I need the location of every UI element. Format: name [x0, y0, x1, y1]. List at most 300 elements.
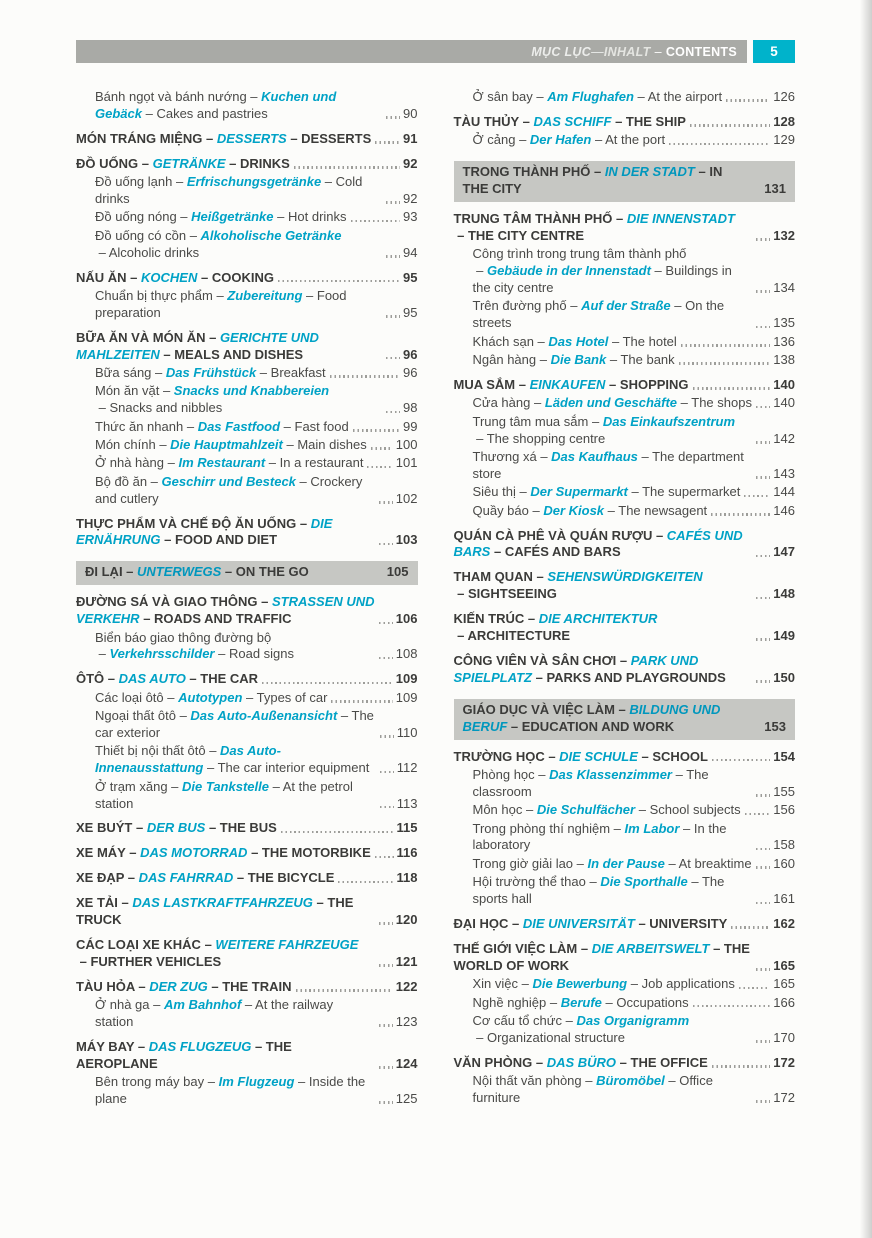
- entry-vietnamese: Trên đường phố: [472, 298, 567, 314]
- dash-separator: –: [515, 376, 530, 392]
- toc-heading: [76, 845, 418, 862]
- entry-text: [76, 870, 334, 887]
- dash-separator: –: [104, 671, 119, 687]
- dash-separator: –: [453, 586, 468, 602]
- entry-text: [454, 211, 753, 245]
- toc-subentry: [76, 708, 418, 742]
- dash-separator: –: [268, 778, 283, 794]
- dotted-leader: [367, 466, 392, 469]
- page-number: 125: [395, 1091, 418, 1107]
- page-number: 115: [396, 820, 418, 836]
- entry-german: Erfrischungsgetränke: [186, 174, 322, 190]
- dash-separator: –: [616, 652, 631, 668]
- entry-english: THE WORLD OF WORK: [453, 940, 750, 973]
- entry-text: [76, 979, 292, 996]
- toc-subentry: [454, 132, 796, 149]
- dash-separator: –: [533, 333, 549, 349]
- dash-separator: –: [286, 130, 302, 146]
- dash-separator: –: [172, 174, 187, 190]
- entry-english: The bank: [620, 352, 675, 368]
- entry-vietnamese: Món ăn vặt: [95, 383, 160, 399]
- entry-english: THE CITY CENTRE: [467, 227, 585, 243]
- entry-vietnamese: MUA SẮM: [453, 376, 516, 392]
- entry-text: [76, 131, 371, 148]
- entry-english: THE BUS: [219, 820, 277, 836]
- entry-german: Der Kiosk: [543, 502, 605, 518]
- toc-heading: [76, 1039, 418, 1073]
- dash-separator: –: [677, 395, 692, 411]
- dotted-leader: [313, 575, 384, 578]
- dash-separator: –: [627, 484, 643, 500]
- entry-vietnamese: THẾ GIỚI VIỆC LÀM: [453, 940, 578, 956]
- dotted-leader: [712, 759, 770, 762]
- dash-separator: –: [616, 1054, 631, 1070]
- entry-vietnamese: Công trình trong trung tâm thành phố: [472, 246, 687, 262]
- entry-text: [95, 455, 363, 472]
- page-number: 126: [773, 89, 795, 104]
- entry-german: GERICHTE UND MAHLZEITEN: [76, 329, 319, 362]
- toc-subentry: [76, 174, 418, 208]
- entry-english: Road signs: [228, 646, 295, 662]
- dash-separator: –: [608, 333, 623, 349]
- entry-german: DAS AUTO: [118, 671, 186, 687]
- entry-german: Die Schulfächer: [536, 802, 636, 818]
- entry-vietnamese: Ở nhà hàng: [95, 455, 164, 471]
- dash-separator: –: [490, 544, 505, 560]
- dotted-leader: [756, 866, 771, 869]
- page-number: 108: [395, 646, 418, 662]
- toc-subentry: [454, 395, 796, 412]
- dotted-leader: [278, 280, 400, 283]
- dotted-leader: [711, 513, 770, 516]
- entry-vietnamese: Bữa sáng: [95, 364, 152, 380]
- entry-text: [76, 1039, 375, 1073]
- entry-text: [95, 437, 367, 454]
- entry-english: FOOD AND DIET: [174, 532, 278, 548]
- entry-text: [85, 564, 309, 581]
- page-number: 110: [396, 725, 418, 740]
- dotted-leader: [745, 813, 771, 816]
- toc-heading: [454, 114, 796, 131]
- entry-english: Types of car: [256, 689, 328, 705]
- entry-vietnamese: Các loại ôtô: [95, 689, 164, 705]
- entry-vietnamese: Trung tâm mua sắm: [472, 413, 589, 429]
- toc-section-header: [454, 161, 796, 202]
- entry-english: Breakfast: [270, 364, 326, 380]
- dash-separator: –: [515, 132, 530, 148]
- dotted-leader: [756, 638, 770, 641]
- toc-heading: [454, 1055, 796, 1072]
- entry-text: [76, 671, 258, 688]
- page-number: 144: [773, 484, 795, 500]
- toc-subentry: [454, 89, 796, 106]
- entry-vietnamese: Ở cảng: [472, 132, 516, 148]
- entry-english: Main dishes: [297, 437, 367, 453]
- dash-separator: –: [149, 997, 164, 1013]
- entry-vietnamese: Thương xá: [472, 449, 537, 465]
- entry-german: Das Einkaufszentrum: [602, 413, 736, 429]
- dash-separator: –: [225, 155, 241, 171]
- toc-subentry: [454, 1013, 796, 1047]
- page-number: 101: [395, 455, 418, 471]
- page-number: 96: [403, 346, 418, 362]
- page-number: 120: [395, 912, 418, 928]
- entry-english: The department store: [472, 449, 744, 481]
- entry-english: THE AEROPLANE: [76, 1038, 292, 1071]
- entry-german: DIE UNIVERSITÄT: [522, 916, 635, 932]
- dash-separator: –: [534, 766, 550, 782]
- dash-separator: –: [273, 209, 288, 225]
- toc-heading: [454, 653, 796, 687]
- toc-heading: [76, 156, 418, 173]
- dotted-leader: [386, 315, 400, 318]
- entry-vietnamese: XE ĐẠP: [76, 870, 125, 886]
- entry-text: [473, 821, 753, 855]
- toc-heading: [76, 979, 418, 996]
- page-number: 90: [403, 105, 418, 121]
- entry-english: THE CAR: [200, 671, 259, 687]
- entry-english: Organizational structure: [486, 1029, 625, 1045]
- entry-english: The classroom: [472, 766, 709, 799]
- dash-separator: –: [302, 287, 317, 303]
- dotted-leader: [756, 406, 770, 409]
- page-number: 154: [773, 748, 795, 764]
- dash-separator: –: [687, 874, 702, 890]
- dotted-leader: [380, 735, 394, 738]
- toc-heading: [454, 569, 796, 603]
- page-number: 92: [403, 190, 418, 206]
- dash-separator: –: [163, 455, 179, 471]
- entry-english: UNIVERSITY: [649, 916, 728, 932]
- page-number: 165: [773, 976, 795, 992]
- toc-section-header: [454, 699, 796, 740]
- dash-separator: –: [280, 418, 295, 434]
- toc-subentry: [454, 298, 796, 332]
- dotted-leader: [756, 1040, 770, 1043]
- entry-vietnamese: Nghề nghiệp: [472, 994, 547, 1010]
- dotted-leader: [681, 344, 771, 347]
- dash-separator: –: [522, 802, 537, 818]
- entry-german: STRASSEN UND VERKEHR: [76, 594, 375, 627]
- toc-column-right: [454, 89, 796, 1109]
- page-number: 128: [773, 113, 795, 129]
- entry-german: Auf der Straße: [581, 298, 671, 314]
- entry-vietnamese: Ngoại thất ôtô: [95, 708, 176, 724]
- entry-english: ARCHITECTURE: [467, 628, 571, 644]
- dash-separator: –: [186, 227, 201, 243]
- dash-separator: –: [637, 748, 653, 764]
- entry-text: [76, 937, 375, 971]
- entry-vietnamese: Quầy báo: [472, 502, 529, 518]
- entry-german: GETRÄNKE: [152, 155, 226, 171]
- entry-vietnamese: Ngân hàng: [472, 352, 537, 368]
- entry-vietnamese: Ở trạm xăng: [95, 778, 168, 794]
- page-number: 148: [773, 586, 795, 602]
- page-number: 143: [773, 465, 795, 481]
- page-number: 98: [403, 400, 418, 416]
- entry-german: PARK UND SPIELPLATZ: [453, 652, 699, 685]
- entry-english: The supermarket: [642, 484, 741, 500]
- dash-separator: –: [611, 113, 626, 129]
- entry-german: Der Hafen: [529, 132, 592, 148]
- dash-separator: –: [573, 855, 588, 871]
- toc-heading: [454, 528, 796, 562]
- entry-text: [95, 997, 375, 1031]
- header-title-vietnamese: MỤC LỤC: [531, 44, 592, 59]
- entry-english: Occupations: [616, 994, 689, 1010]
- page-number: 102: [395, 490, 418, 506]
- dotted-leader: [353, 429, 400, 432]
- entry-english: Snacks and nibbles: [109, 400, 223, 416]
- entry-text: [454, 377, 689, 394]
- dash-separator: –: [95, 400, 110, 416]
- entry-vietnamese: GIÁO DỤC VÀ VIỆC LÀM: [462, 701, 615, 717]
- entry-english: The sports hall: [472, 874, 725, 907]
- dash-separator: –: [515, 484, 531, 500]
- dash-separator: –: [205, 329, 220, 345]
- dotted-leader: [386, 116, 400, 119]
- entry-english: Cakes and pastries: [156, 105, 268, 121]
- entry-german: DER ZUG: [149, 978, 208, 994]
- dash-separator: –: [159, 346, 175, 362]
- entry-english: THE TRUCK: [76, 895, 354, 928]
- dash-separator: –: [544, 748, 560, 764]
- page-number: 112: [396, 760, 418, 776]
- dotted-leader: [731, 926, 770, 929]
- entry-vietnamese: Xin việc: [472, 976, 519, 992]
- dotted-leader: [756, 680, 770, 683]
- toc-subentry: [76, 690, 418, 707]
- dotted-leader: [693, 387, 771, 390]
- dash-separator: –: [614, 701, 630, 717]
- entry-german: Geschirr und Besteck: [161, 473, 296, 489]
- entry-german: DIE SCHULE: [559, 748, 638, 764]
- entry-text: [95, 228, 382, 262]
- toc-subentry: [454, 802, 796, 819]
- dotted-leader: [747, 729, 761, 732]
- dotted-leader: [375, 141, 400, 144]
- entry-english: PARKS AND PLAYGROUNDS: [546, 669, 726, 685]
- dotted-leader: [351, 220, 401, 223]
- dotted-leader: [379, 501, 393, 504]
- dash-separator: –: [139, 611, 155, 627]
- dotted-leader: [386, 255, 400, 258]
- entry-text: [473, 767, 753, 801]
- entry-english: DESSERTS: [301, 130, 372, 146]
- page-number: 100: [395, 437, 418, 453]
- dash-separator: –: [141, 105, 157, 121]
- toc-subentry: [76, 365, 418, 382]
- entry-german: Läden und Geschäfte: [544, 395, 678, 411]
- dash-separator: –: [296, 515, 311, 531]
- entry-vietnamese: ĐƯỜNG SÁ VÀ GIAO THÔNG: [76, 594, 258, 610]
- entry-english: SCHOOL: [652, 748, 708, 764]
- toc-columns: [76, 89, 795, 1109]
- dash-separator: –: [134, 1038, 149, 1054]
- entry-text: [76, 516, 375, 550]
- entry-vietnamese: XE TẢI: [76, 895, 118, 911]
- dash-separator: –: [670, 298, 686, 314]
- entry-german: Der Supermarkt: [530, 484, 628, 500]
- entry-english: THE SHIP: [625, 113, 686, 129]
- entry-text: [473, 352, 675, 369]
- dotted-leader: [379, 1024, 393, 1027]
- dotted-leader: [756, 597, 770, 600]
- entry-german: Büromöbel: [596, 1073, 665, 1089]
- toc-subentry: [454, 414, 796, 448]
- dotted-leader: [756, 476, 770, 479]
- dash-separator: –: [528, 502, 544, 518]
- page-number: 160: [773, 855, 795, 871]
- dash-separator: –: [605, 376, 620, 392]
- entry-german: DIE INNENSTADT: [626, 210, 735, 226]
- dash-separator: –: [606, 352, 621, 368]
- entry-text: [473, 976, 735, 993]
- dash-separator: –: [134, 978, 150, 994]
- entry-english: ON THE GO: [235, 564, 309, 580]
- dash-separator: –: [205, 743, 221, 759]
- entry-vietnamese: BỮA ĂN VÀ MÓN ĂN: [76, 329, 206, 345]
- entry-text: [473, 503, 708, 520]
- page-number: 158: [773, 837, 795, 853]
- page-header: [76, 40, 795, 63]
- dash-separator: –: [221, 564, 236, 580]
- entry-vietnamese: Bánh ngọt và bánh nướng: [95, 89, 247, 104]
- dash-separator: –: [532, 1054, 547, 1070]
- toc-subentry: [76, 89, 418, 123]
- dash-separator: –: [95, 244, 109, 260]
- entry-german: DAS FLUGZEUG: [148, 1038, 252, 1054]
- entry-english: IN THE CITY: [462, 164, 723, 197]
- dash-separator: –: [247, 845, 262, 861]
- entry-german: Heißgetränke: [191, 209, 274, 225]
- dash-separator: –: [585, 874, 601, 890]
- entry-german: In der Pause: [587, 855, 665, 871]
- dash-separator: –: [246, 89, 262, 104]
- toc-heading: [454, 377, 796, 394]
- entry-german: Gebäude in der Innenstadt: [486, 263, 651, 279]
- page-number: 150: [773, 669, 795, 685]
- entry-german: Die Sporthalle: [600, 874, 688, 890]
- entry-english: Crockery and cutlery: [95, 473, 363, 506]
- toc-subentry: [454, 246, 796, 297]
- toc-heading: [76, 671, 418, 688]
- entry-german: Zubereitung: [227, 287, 303, 303]
- entry-vietnamese: Biển báo giao thông đường bộ: [95, 629, 272, 645]
- entry-text: [95, 1074, 375, 1108]
- dash-separator: –: [601, 994, 617, 1010]
- page-number: 105: [386, 564, 409, 580]
- entry-text: [76, 594, 375, 628]
- entry-vietnamese: Bộ đồ ăn: [95, 473, 148, 489]
- page-number: 95: [403, 304, 418, 320]
- page-number: 122: [395, 978, 418, 994]
- entry-german: DER BUS: [146, 820, 206, 836]
- page-number: 156: [773, 802, 795, 818]
- entry-german: CAFÉS UND BARS: [453, 527, 743, 560]
- dash-separator: –: [76, 953, 91, 969]
- dotted-leader: [379, 543, 393, 546]
- entry-german: Das Hotel: [548, 333, 609, 349]
- dotted-leader: [371, 447, 393, 450]
- toc-heading: [76, 594, 418, 628]
- entry-text: [473, 484, 741, 501]
- dotted-leader: [379, 1101, 393, 1104]
- page-number: 116: [396, 845, 418, 861]
- entry-german: Im Restaurant: [178, 455, 266, 471]
- entry-german: Am Bahnhof: [164, 997, 242, 1013]
- dotted-leader: [380, 771, 394, 774]
- entry-vietnamese: Hội trường thể thao: [472, 874, 586, 890]
- entry-vietnamese: Đồ uống có cồn: [95, 227, 187, 243]
- dash-separator: –: [664, 1073, 680, 1089]
- dotted-leader: [756, 968, 770, 971]
- page-number: 140: [773, 395, 795, 411]
- dash-separator: –: [295, 473, 311, 489]
- entry-text: [95, 474, 375, 508]
- toc-heading: [76, 330, 418, 364]
- dotted-leader: [379, 1066, 393, 1069]
- entry-german: Das Klassenzimmer: [549, 766, 672, 782]
- toc-subentry: [454, 503, 796, 520]
- page-number: 109: [395, 689, 418, 705]
- entry-german: Berufe: [560, 994, 602, 1010]
- toc-subentry: [454, 1073, 796, 1107]
- toc-column-left: [76, 89, 418, 1109]
- entry-vietnamese: XE MÁY: [76, 845, 126, 861]
- dotted-leader: [379, 922, 393, 925]
- entry-english: The shopping centre: [486, 430, 606, 446]
- page-number: 96: [403, 364, 418, 380]
- entry-text: [95, 365, 326, 382]
- entry-english: THE OFFICE: [630, 1054, 708, 1070]
- dash-separator: –: [151, 364, 166, 380]
- entry-text: [95, 89, 382, 123]
- page-number: 162: [773, 916, 795, 932]
- dash-separator: –: [214, 646, 229, 662]
- entry-text: [463, 164, 744, 198]
- dash-separator: –: [634, 916, 650, 932]
- dash-separator: –: [524, 611, 539, 627]
- page-number: 91: [403, 130, 418, 146]
- entry-english: In the laboratory: [472, 820, 727, 853]
- entry-german: DIE ARCHITEKTUR: [538, 611, 658, 627]
- page-number: 121: [395, 953, 418, 969]
- entry-german: Das Auto-Außenansicht: [190, 708, 338, 724]
- entry-german: Im Labor: [624, 820, 680, 836]
- entry-vietnamese: NẤU ĂN: [76, 269, 127, 285]
- entry-english: Cold drinks: [95, 174, 363, 206]
- dash-separator: –: [212, 287, 228, 303]
- dash-separator: –: [176, 209, 192, 225]
- entry-vietnamese: Ở sân bay: [472, 89, 533, 104]
- entry-vietnamese: THỰC PHẨM VÀ CHẾ ĐỘ ĂN UỐNG: [76, 515, 297, 531]
- dotted-leader: [756, 555, 770, 558]
- dotted-leader: [744, 495, 770, 498]
- entry-text: [76, 270, 274, 287]
- dash-separator: –: [610, 820, 625, 836]
- entry-vietnamese: QUÁN CÀ PHÊ VÀ QUÁN RƯỢU: [453, 527, 653, 543]
- entry-vietnamese: KIẾN TRÚC: [453, 611, 525, 627]
- page-number: 172: [773, 1054, 795, 1070]
- entry-german: DAS FAHRRAD: [138, 870, 234, 886]
- entry-english: THE TRAIN: [222, 978, 292, 994]
- toc-heading: [454, 211, 796, 245]
- entry-english: DRINKS: [240, 155, 290, 171]
- dash-separator: –: [588, 413, 603, 429]
- header-title-german: INHALT: [603, 44, 651, 59]
- entry-english: Job applications: [641, 976, 735, 992]
